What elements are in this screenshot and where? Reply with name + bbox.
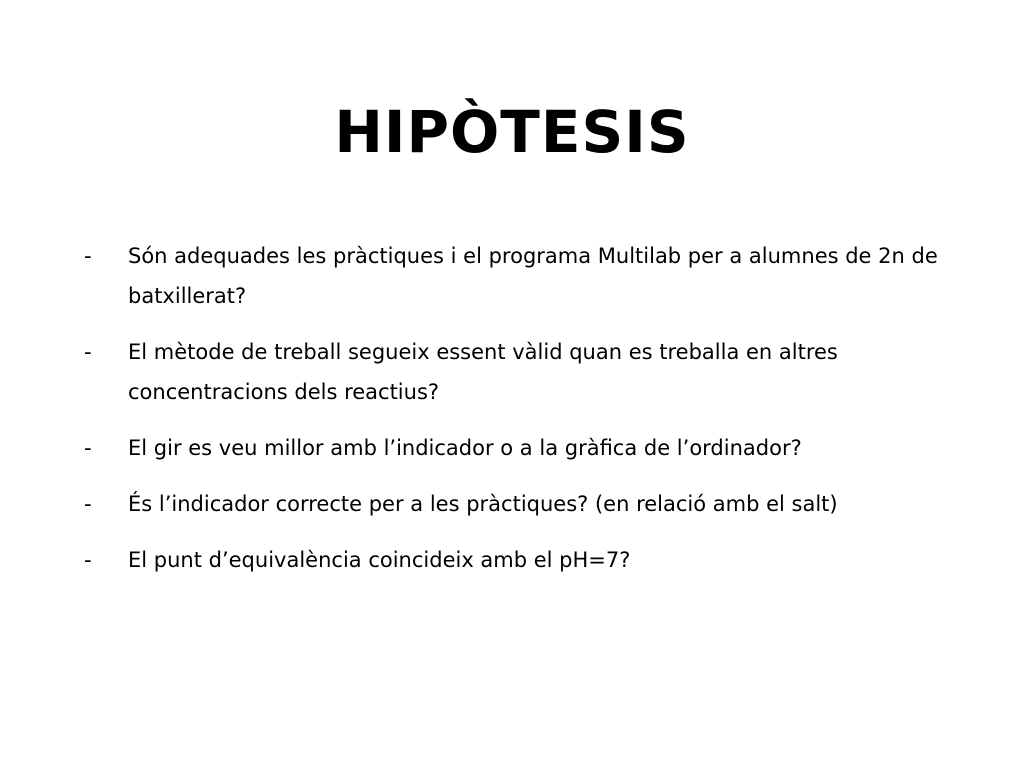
bullet-text: És l’indicador correcte per a les pràctiques? (en relació amb el salt) — [128, 492, 838, 516]
bullet-dash: - — [84, 492, 92, 516]
slide-title: HIPÒTESIS — [334, 98, 690, 166]
list-item — [84, 236, 964, 316]
list-item — [84, 540, 964, 580]
bullet-dash: - — [84, 340, 92, 364]
list-item — [84, 484, 964, 524]
bullet-dash: - — [84, 548, 92, 572]
list-item — [84, 428, 964, 468]
bullet-text: El gir es veu millor amb l’indicador o a la gràfica de l’ordinador? — [128, 436, 802, 460]
bullet-text: El mètode de treball segueix essent vàlid quan es treballa en altres concentracions dels reactius? — [128, 340, 838, 404]
list-item — [84, 332, 964, 412]
bullet-dash: - — [84, 244, 92, 268]
bullet-text: El punt d’equivalència coincideix amb el pH=7? — [128, 548, 631, 572]
bullet-text: Són adequades les pràctiques i el programa Multilab per a alumnes de 2n de batxillerat? — [128, 244, 938, 308]
bullet-dash: - — [84, 436, 92, 460]
hypothesis-list — [84, 236, 964, 580]
